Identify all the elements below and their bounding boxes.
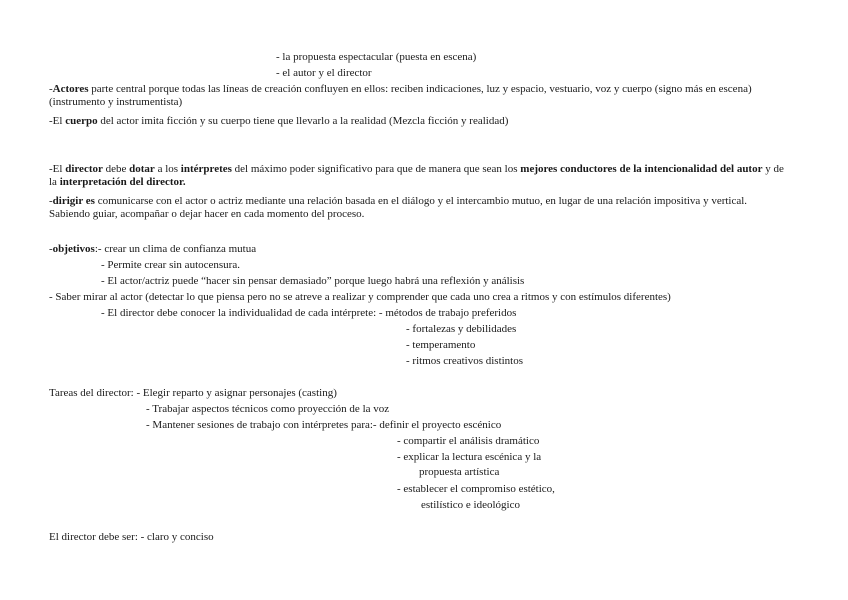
tareas-sub-lectura-cont: propuesta artística: [419, 466, 500, 478]
objetivos-sub-ritmos: - ritmos creativos distintos: [406, 355, 524, 367]
top-list-item-propuesta: - la propuesta espectacular (puesta en escena): [276, 51, 477, 63]
dirigir-text: comunicarse con el actor o actriz mediante una relación basada en el diálogo y el intercambio mutuo, en lugar de una relación impositiva y vertical. Sabiendo guiar, acompañar o dejar hacer en cada momento del proceso.: [49, 195, 748, 220]
cuerpo-text: del actor imita ficción y su cuerpo tiene que llevarlo a la realidad (Mezcla ficción y realidad): [97, 115, 509, 127]
director-bold-4: mejores conductores de la intencionalidad del autor: [520, 163, 763, 175]
director-bold-1: director: [65, 163, 103, 175]
objetivos-sub-fortalezas: - fortalezas y debilidades: [406, 323, 517, 335]
director-bold-3: intérpretes: [180, 163, 232, 175]
director-text-5: y de la: [49, 163, 784, 188]
objetivos-lead: -: [49, 243, 53, 255]
tareas-sub-lectura: - explicar la lectura escénica y la: [397, 451, 542, 463]
actores-bold: Actores: [52, 83, 89, 95]
objetivos-line-1: [49, 243, 256, 256]
objetivos-line-3: - El actor/actriz puede “hacer sin pensar demasiado” porque luego habrá una reflexión y análisis: [101, 275, 525, 287]
cuerpo-bold: cuerpo: [65, 115, 98, 127]
actores-lead: -: [49, 83, 53, 95]
director-paragraph: [49, 163, 784, 189]
actores-text: parte central porque todas las líneas de creación confluyen en ellos: reciben indicaciones, luz y espacio, vestuario, voz y cuerpo (signo más en escena)(instrumento y instrumentista): [49, 83, 752, 108]
director-bold-2: dotar: [129, 163, 155, 175]
tareas-line-1: Tareas del director: - Elegir reparto y asignar personajes (casting): [49, 387, 337, 399]
cuerpo-paragraph: [49, 115, 508, 128]
objetivos-first: :- crear un clima de confianza mutua: [94, 243, 257, 255]
objetivos-sub-temperamento: - temperamento: [406, 339, 476, 351]
objetivos-line-2: - Permite crear sin autocensura.: [101, 259, 240, 271]
tareas-line-2: - Trabajar aspectos técnicos como proyección de la voz: [146, 403, 390, 415]
tareas-line-3: - Mantener sesiones de trabajo con intérpretes para:- definir el proyecto escénico: [146, 419, 502, 431]
objetivos-bold: objetivos: [52, 243, 95, 255]
director-text-3: a los: [154, 163, 181, 175]
objetivos-line-5: - El director debe conocer la individualidad de cada intérprete: - métodos de trabajo preferidos: [101, 307, 517, 319]
dirigir-paragraph: [49, 195, 784, 221]
director-text-4: del máximo poder significativo para que de manera que sean los: [231, 163, 521, 175]
director-bold-5: interpretación del director.: [59, 176, 186, 188]
dirigir-lead: -: [49, 195, 53, 207]
tareas-sub-compromiso: - establecer el compromiso estético,: [397, 483, 555, 495]
tareas-sub-analisis: - compartir el análisis dramático: [397, 435, 540, 447]
top-list-item-autor: - el autor y el director: [276, 67, 372, 79]
dirigir-bold: dirigir es: [52, 195, 95, 207]
director-text-2: debe: [102, 163, 130, 175]
tareas-sub-compromiso-cont: estilístico e ideológico: [421, 499, 520, 511]
cuerpo-lead: -El: [49, 115, 66, 127]
director-text-1: -El: [49, 163, 66, 175]
director-debe-ser: El director debe ser: - claro y conciso: [49, 531, 214, 543]
objetivos-line-4: - Saber mirar al actor (detectar lo que piensa pero no se atreve a realizar y comprender que cada uno crea a ritmos y con estímulos diferentes): [49, 291, 671, 303]
actores-paragraph: [49, 83, 784, 109]
